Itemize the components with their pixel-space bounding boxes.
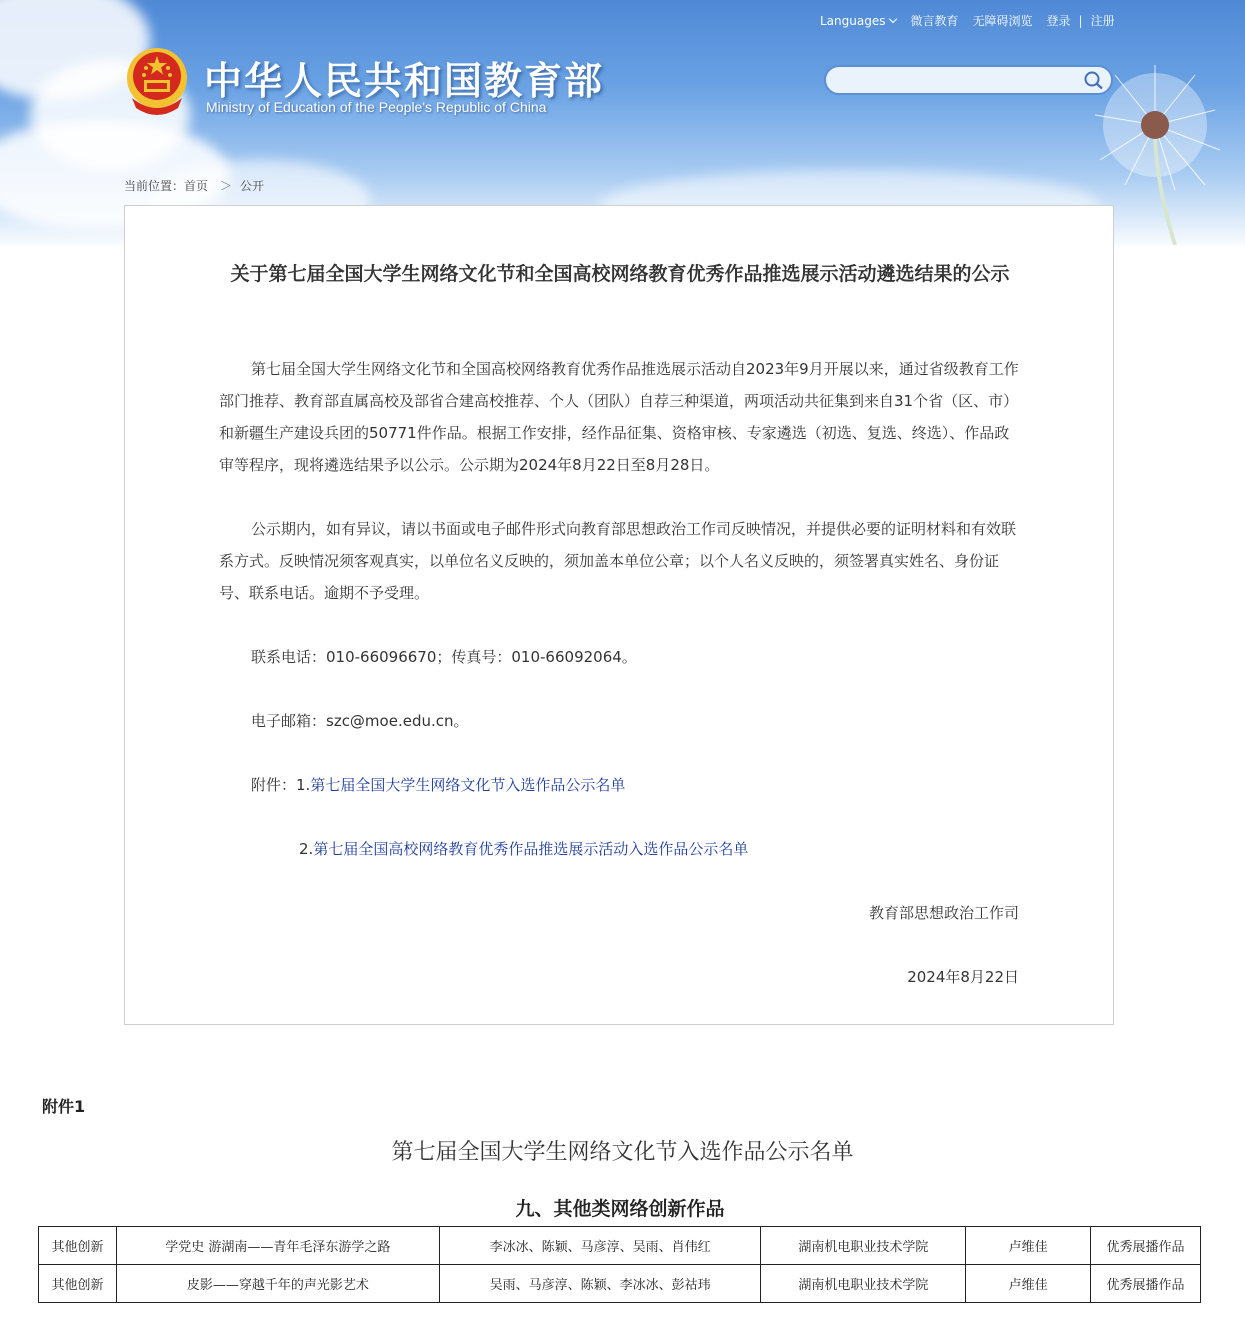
table-cell-authors: 吴雨、马彦淳、陈颖、李冰冰、彭祜玮: [439, 1265, 761, 1303]
table-cell-advisor: 卢维佳: [966, 1265, 1091, 1303]
chevron-down-icon: [889, 14, 897, 22]
attachment-1-number: 1.: [296, 776, 311, 794]
search-input[interactable]: [838, 71, 1078, 89]
languages-label: Languages: [820, 13, 886, 28]
breadcrumb-arrow-icon: ＞: [220, 179, 233, 193]
table-cell-category: 其他创新: [39, 1265, 117, 1303]
national-emblem-icon: [124, 46, 190, 118]
accessible-link[interactable]: 无障碍浏览: [972, 14, 1033, 28]
attachment-2-line: [299, 833, 748, 865]
search-box: [824, 65, 1113, 95]
article-paragraph-2: 公示期内，如有异议，请以书面或电子邮件形式向教育部思想政治工作司反映情况，并提供必要的证明材料和有效联系方式。反映情况须客观真实，以单位名义反映的，须加盖本单位公章；以个人名义反映的，须签署真实姓名、身份证号、联系电话。逾期不予受理。: [219, 520, 1017, 602]
breadcrumb-current[interactable]: 公开: [240, 179, 265, 193]
table-cell-award: 优秀展播作品: [1091, 1227, 1201, 1265]
weiyan-link[interactable]: 微言教育: [910, 14, 959, 28]
contact-phone: 联系电话：010-66096670；传真号：010-66092064。: [251, 648, 637, 666]
appendix-title: 第七届全国大学生网络文化节入选作品公示名单: [391, 1140, 854, 1165]
publish-date: 2024年8月22日: [907, 968, 1019, 986]
appendix-label: 附件1: [42, 1097, 86, 1116]
attachment-prefix: 附件：: [251, 776, 297, 794]
table-row: [39, 1265, 1201, 1303]
table-cell-work-title: 学党史 游湖南——青年毛泽东游学之路: [116, 1227, 439, 1265]
table-cell-authors: 李冰冰、陈颖、马彦淳、吴雨、肖伟红: [439, 1227, 761, 1265]
attachment-2-number: 2.: [299, 840, 314, 858]
contact-email: 电子邮箱：szc@moe.edu.cn。: [251, 712, 469, 730]
search-icon[interactable]: [1083, 70, 1105, 90]
login-link[interactable]: 登录: [1046, 14, 1071, 28]
table-cell-award: 优秀展播作品: [1091, 1265, 1201, 1303]
works-table: [38, 1226, 1201, 1303]
nav-separator: |: [1078, 13, 1083, 28]
top-navigation: [820, 12, 1129, 29]
section-title: 九、其他类网络创新作品: [515, 1198, 725, 1220]
signer: 教育部思想政治工作司: [868, 904, 1019, 922]
table-cell-school: 湖南机电职业技术学院: [761, 1227, 966, 1265]
site-title[interactable]: 中华人民共和国教育部: [204, 59, 605, 103]
site-subtitle: Ministry of Education of the People's Republic of China: [206, 99, 547, 115]
table-cell-advisor: 卢维佳: [966, 1227, 1091, 1265]
table-cell-work-title: 皮影——穿越千年的声光影艺术: [116, 1265, 439, 1303]
table-row: [39, 1227, 1201, 1265]
attachment-1-line: [251, 769, 625, 801]
article-panel: [124, 205, 1114, 1025]
article-title: 关于第七届全国大学生网络文化节和全国高校网络教育优秀作品推选展示活动遴选结果的公示: [230, 263, 1010, 285]
article-paragraph-1: 第七届全国大学生网络文化节和全国高校网络教育优秀作品推选展示活动自2023年9月开展以来，通过省级教育工作部门推荐、教育部直属高校及部省合建高校推荐、个人（团队）自荐三种渠道，两项活动共征集到来自31个省（区、市）和新疆生产建设兵团的50771件作品。根据工作安排，经作品征集、资格审核、专家遴选（初选、复选、终选）、作品政审等程序，现将遴选结果予以公示。公示期为2024年8月22日至8月28日。: [219, 360, 1019, 474]
breadcrumb-prefix: 当前位置：: [124, 179, 185, 193]
breadcrumb-home[interactable]: 首页: [184, 179, 209, 193]
table-cell-category: 其他创新: [39, 1227, 117, 1265]
breadcrumb: [124, 177, 264, 194]
register-link[interactable]: 注册: [1090, 14, 1115, 28]
attachment-1-link[interactable]: 第七届全国大学生网络文化节入选作品公示名单: [310, 776, 626, 794]
attachment-2-link[interactable]: 第七届全国高校网络教育优秀作品推选展示活动入选作品公示名单: [313, 840, 749, 858]
languages-menu[interactable]: [820, 14, 896, 28]
table-cell-school: 湖南机电职业技术学院: [761, 1265, 966, 1303]
